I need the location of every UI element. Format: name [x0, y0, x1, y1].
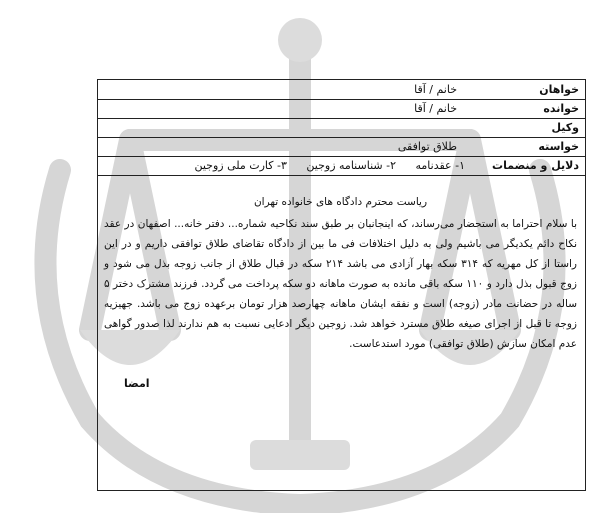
- attorney-label: وکیل: [551, 121, 579, 134]
- request-row: [98, 137, 585, 157]
- signature-label: امضا: [124, 377, 150, 390]
- document-item: ۱- عقدنامه: [415, 159, 465, 172]
- document-item: ۳- کارت ملی زوجین: [194, 159, 287, 172]
- letter-title: ریاست محترم دادگاه های خانواده تهران: [253, 196, 428, 208]
- documents-list: [178, 156, 465, 175]
- documents-row: [98, 156, 585, 176]
- request-label: خواسته: [538, 140, 579, 153]
- plaintiff-value: خانم / آقا: [414, 83, 457, 96]
- letter-body: [104, 192, 577, 354]
- petition-form: [97, 79, 586, 491]
- defendant-value: خانم / آقا: [414, 102, 457, 115]
- letter-text: با سلام احتراما به استحضار می‌رساند، که اینجانبان بر طبق سند نکاحیه شماره... دفتر خانه... اصفهان در عقد نکاح دائم یکدیگر می باشیم ولی به دلیل اختلافات فی ما بین از دادگاه تقاضای طلاق توافقی داریم و در این راستا از کل مهریه که ۳۱۴ سکه بهار آزادی می باشد ۲۱۴ سکه در قبال طلاق از جانب زوجه بذل می شود و زوج قبول بذل دارد و ۱۱۰ سکه باقی مانده به صورت ماهانه دو سکه پرداخت می گردد. فرزند مشترک دختر ۵ ساله در حضانت مادر (زوجه) است و نفقه ایشان ماهانه چهارصد هزار تومان برعهده زوج می باشد. جهیزیه زوجه تا قبل از اجرای صیغه طلاق مسترد خواهد شد. زوجین دیگر ادعایی نسبت به هم ندارند لذا صدور گواهی عدم امکان سازش (طلاق توافقی) مورد استدعاست.: [104, 218, 578, 350]
- documents-label: دلایل و منضمات: [492, 159, 579, 172]
- defendant-label: خوانده: [543, 102, 579, 115]
- defendant-row: [98, 99, 585, 119]
- document-item: ۲- شناسنامه زوجین: [306, 159, 396, 172]
- plaintiff-row: [98, 80, 585, 100]
- request-value: طلاق توافقی: [397, 140, 457, 153]
- attorney-row: [98, 118, 585, 138]
- plaintiff-label: خواهان: [539, 83, 579, 96]
